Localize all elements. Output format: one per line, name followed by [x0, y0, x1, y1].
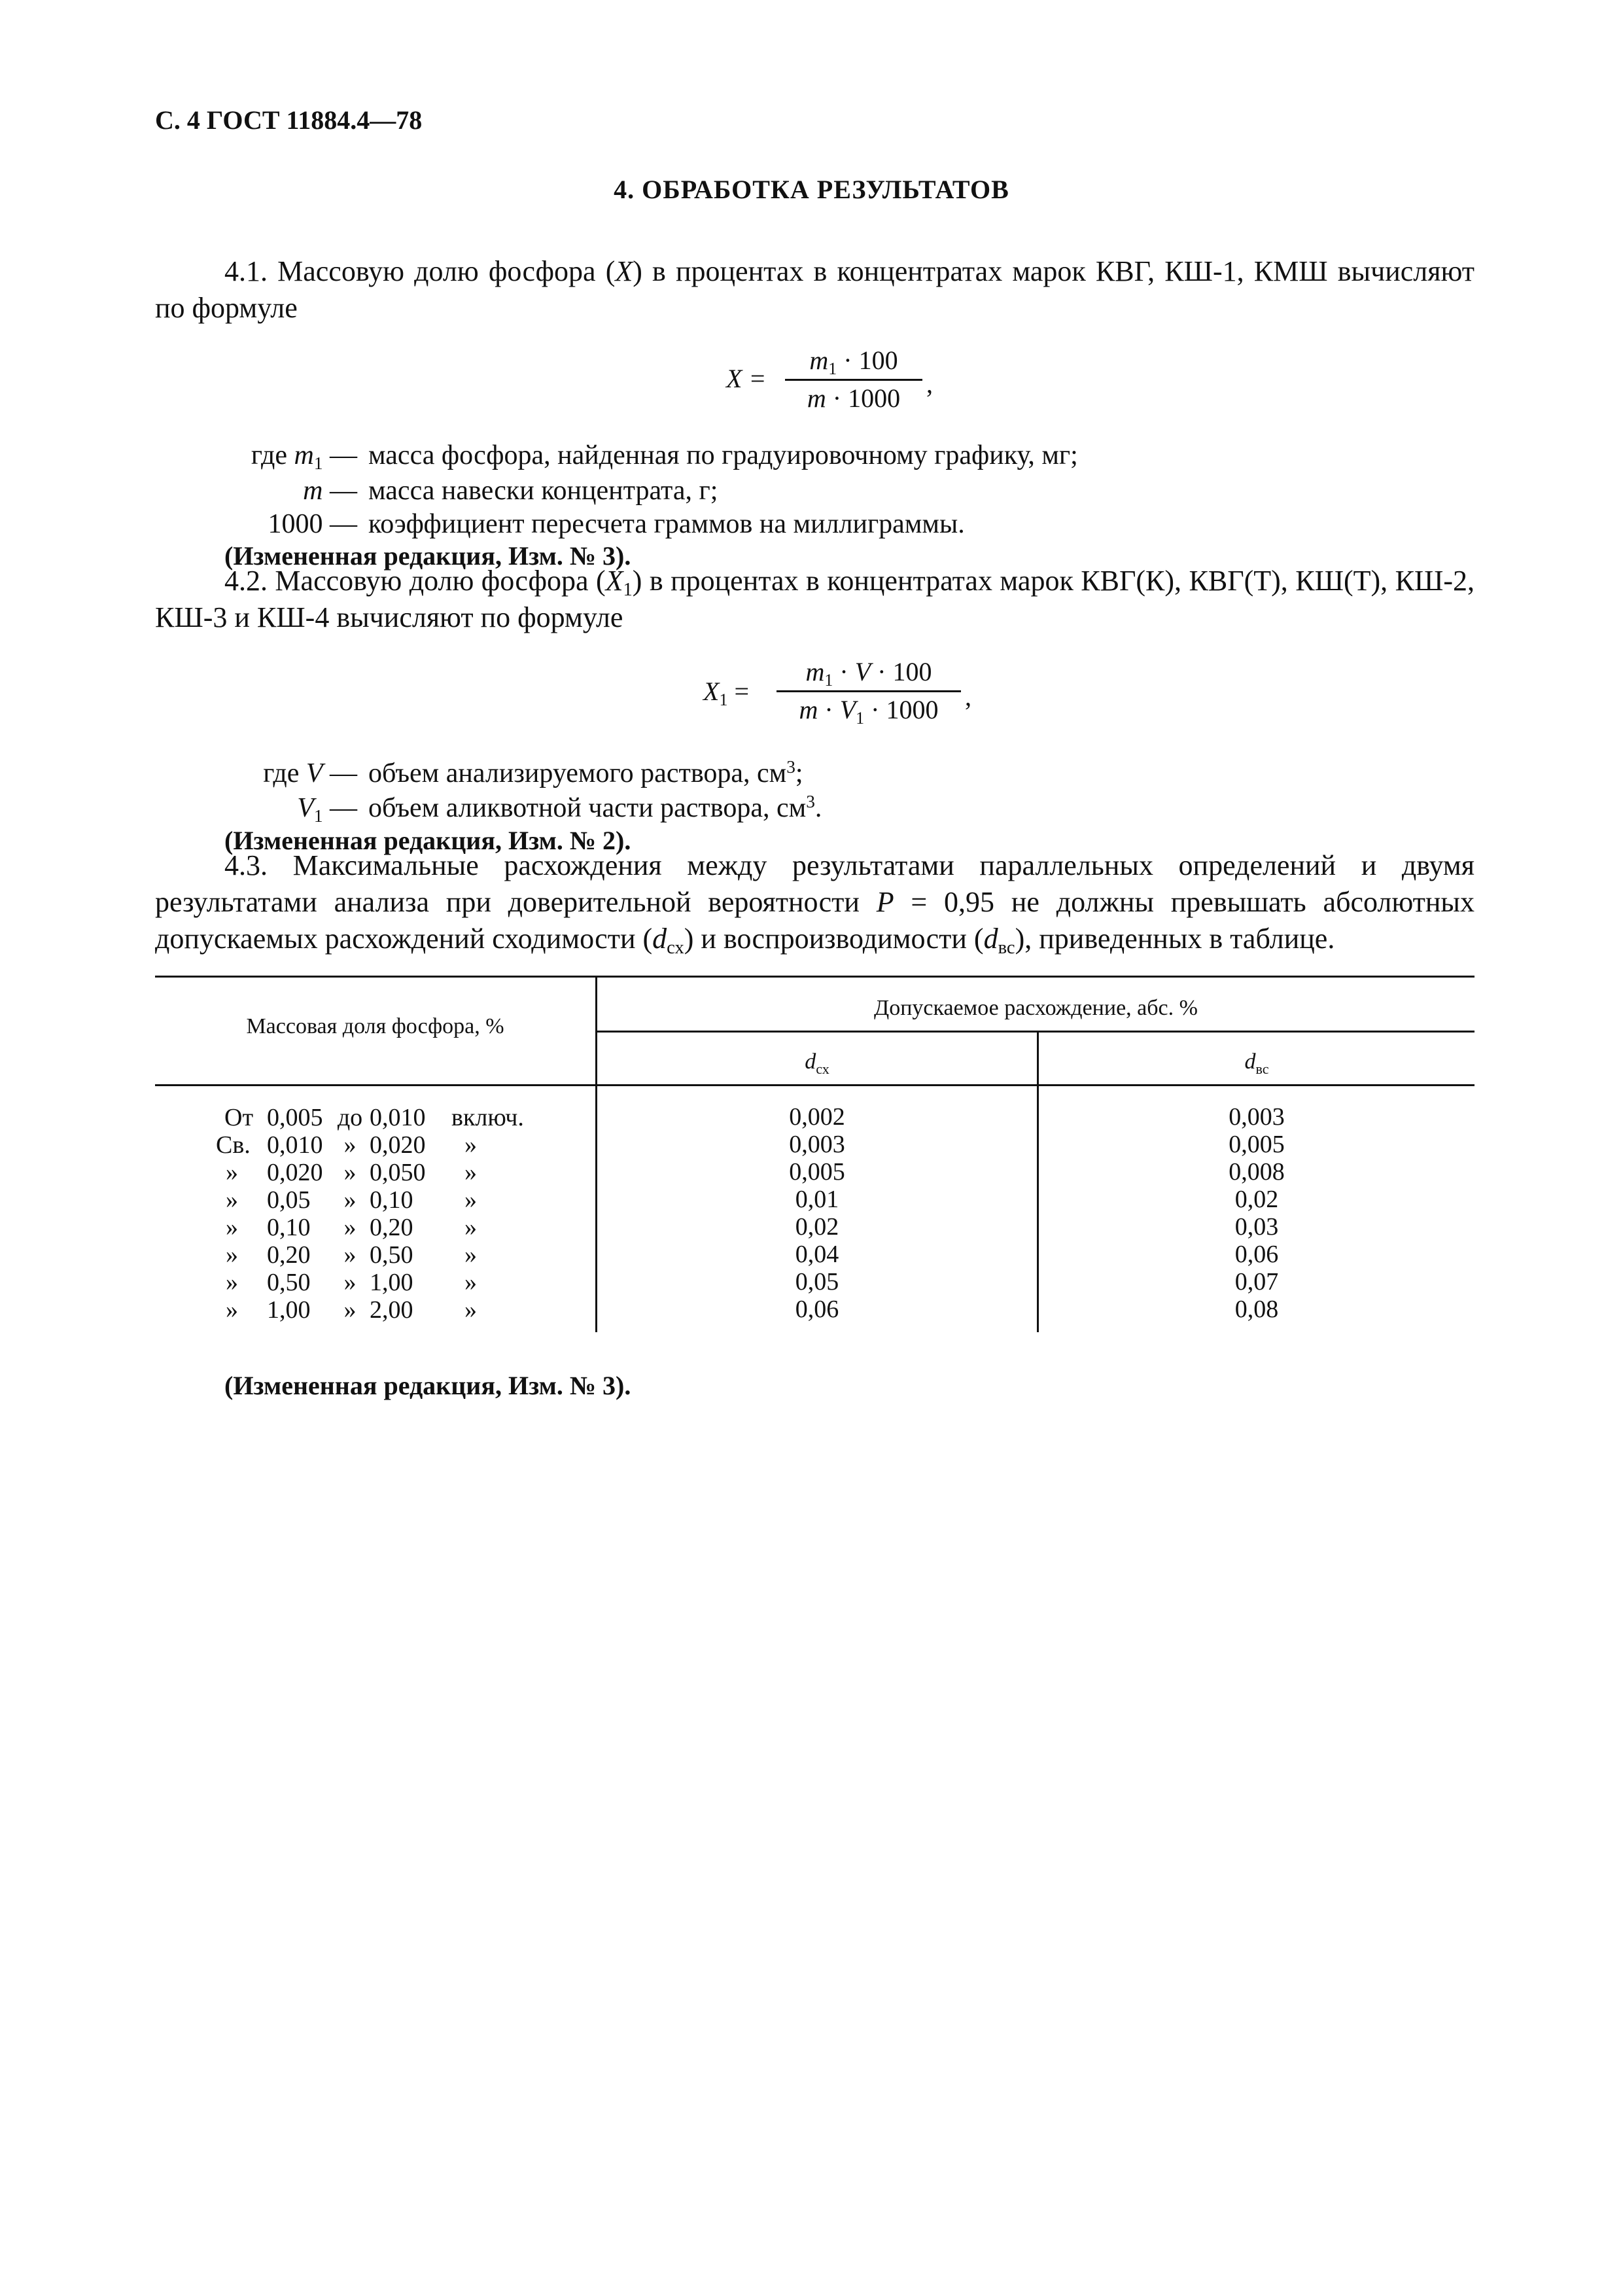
cell-dvc: 0,005: [1229, 1131, 1285, 1158]
table-header-mid-rule: [595, 1031, 1475, 1033]
formula-lhs: X =: [726, 364, 767, 393]
cell-dcx: 0,05: [795, 1268, 839, 1296]
paragraph-4-3: 4.3. Максимальные расхождения между результатами параллельных определений и двумя результатами анализа при доверительной вероятности P = 0,95 не должны превышать абсолютных допускаемых расхождений сходимости $(d_{сх})$ и воспроизводимости $(d_{вс})$, приведенных в таблице.: [155, 849, 1475, 958]
legend-row: где $m_1$ — масса фосфора, найденная по градуировочному графику, мг;: [251, 440, 1078, 473]
range-end: »: [464, 1131, 477, 1159]
range-mid: »: [343, 1131, 357, 1159]
table-row: [0, 1268, 1623, 1296]
cell-dcx: 0,01: [795, 1186, 839, 1213]
column-header-allowed-discrepancy: Допускаемое расхождение, абс. %: [874, 996, 1198, 1020]
cell-dcx: 0,06: [795, 1296, 839, 1323]
paragraph-number: 4.3.: [224, 849, 268, 881]
numerator: $m_1 \cdot 100$: [809, 345, 898, 378]
range-end: »: [464, 1269, 477, 1296]
range-low: 0,020: [267, 1159, 323, 1186]
table-row: [0, 1158, 1623, 1186]
cell-dvc: 0,003: [1229, 1103, 1285, 1131]
range-end: »: [464, 1214, 477, 1241]
range-prefix: »: [226, 1241, 238, 1269]
range-high: 0,10: [370, 1186, 413, 1214]
range-mid: »: [343, 1241, 357, 1269]
var-x: X: [615, 255, 633, 287]
cell-dvc: 0,08: [1234, 1296, 1279, 1323]
paragraph-number: 4.2.: [224, 565, 268, 597]
page-header: С. 4 ГОСТ 11884.4—78: [155, 105, 423, 135]
section-title: 4. ОБРАБОТКА РЕЗУЛЬТАТОВ: [614, 175, 1009, 204]
formula-lhs: $X_1$ =: [703, 677, 749, 709]
amendment-note: (Измененная редакция, Изм. № 3).: [224, 1371, 631, 1400]
range-low: 0,005: [267, 1104, 323, 1131]
range-end: »: [464, 1241, 477, 1269]
range-high: 0,20: [370, 1214, 413, 1241]
range-prefix: От: [224, 1104, 254, 1131]
range-prefix: »: [226, 1186, 238, 1214]
table-top-rule: [155, 976, 1475, 978]
range-high: 0,50: [370, 1241, 413, 1269]
column-header-mass-fraction: Массовая доля фосфора, %: [246, 1014, 504, 1038]
range-high: 0,020: [370, 1131, 426, 1159]
range-prefix: »: [226, 1296, 238, 1324]
table-row: [0, 1241, 1623, 1268]
range-prefix: »: [226, 1214, 238, 1241]
range-low: 0,20: [267, 1241, 311, 1269]
table-row: [0, 1131, 1623, 1158]
table-row: [0, 1213, 1623, 1241]
legend-row: m — масса навески концентрата, г;: [303, 476, 718, 506]
legend-row: где V — объем анализируемого раствора, $см^3$;: [263, 757, 803, 788]
table-header-bottom-rule: [155, 1084, 1475, 1086]
cell-dcx: 0,005: [789, 1158, 845, 1186]
cell-dvc: 0,008: [1229, 1158, 1285, 1186]
subheader-dvc: $d_{вс}$: [1244, 1050, 1269, 1077]
range-mid: »: [343, 1186, 357, 1214]
range-prefix: Св.: [216, 1131, 251, 1159]
cell-dvc: 0,07: [1234, 1268, 1279, 1296]
legend-row: 1000 — коэффициент пересчета граммов на миллиграммы.: [268, 509, 965, 539]
range-end: »: [464, 1159, 477, 1186]
table-row: [0, 1103, 1623, 1131]
cell-dvc: 0,03: [1234, 1213, 1279, 1241]
cell-dvc: 0,02: [1234, 1186, 1279, 1213]
range-mid: до: [337, 1104, 363, 1131]
range-low: 1,00: [267, 1296, 311, 1324]
range-high: 0,050: [370, 1159, 426, 1186]
cell-dcx: 0,04: [795, 1241, 839, 1268]
range-mid: »: [343, 1159, 357, 1186]
formula-comma: ,: [965, 682, 971, 711]
range-end: »: [464, 1186, 477, 1214]
range-mid: »: [343, 1214, 357, 1241]
range-high: 2,00: [370, 1296, 413, 1324]
cell-dcx: 0,003: [789, 1131, 845, 1158]
range-mid: »: [343, 1296, 357, 1324]
table-row: [0, 1186, 1623, 1213]
range-mid: »: [343, 1269, 357, 1296]
range-low: 0,05: [267, 1186, 311, 1214]
formula-comma: ,: [926, 369, 933, 398]
denominator: $m \cdot V_1 \cdot 1000$: [799, 695, 939, 728]
paragraph-number: 4.1.: [224, 255, 268, 287]
numerator: $m_1 \cdot V \cdot 100$: [805, 657, 932, 690]
table-row: [0, 1296, 1623, 1323]
denominator: m · 1000: [807, 383, 901, 413]
cell-dcx: 0,02: [795, 1213, 839, 1241]
paragraph-4-1: 4.1. Массовую долю фосфора (X) в процентах в концентратах марок КВГ, КШ-1, КМШ вычисляют по формуле: [155, 255, 1475, 324]
range-high: 1,00: [370, 1269, 413, 1296]
range-low: 0,50: [267, 1269, 311, 1296]
cell-dvc: 0,06: [1234, 1241, 1279, 1268]
range-end: включ.: [451, 1104, 524, 1131]
range-low: 0,010: [267, 1131, 323, 1159]
paragraph-4-2: 4.2. Массовую долю фосфора $(X_1)$ в процентах в концентратах марок КВГ(К), КВГ(Т), КШ(Т), КШ-2, КШ-3 и КШ-4 вычисляют по формуле: [155, 565, 1475, 633]
range-low: 0,10: [267, 1214, 311, 1241]
legend-row: $V_1$ — объем аликвотной части раствора, $см^3$.: [297, 792, 822, 826]
cell-dcx: 0,002: [789, 1103, 845, 1131]
range-prefix: »: [226, 1159, 238, 1186]
range-high: 0,010: [370, 1104, 426, 1131]
range-end: »: [464, 1296, 477, 1324]
range-prefix: »: [226, 1269, 238, 1296]
amendment-note: (Измененная редакция, Изм. № 3).: [224, 541, 631, 571]
amendment-note: (Измененная редакция, Изм. № 2).: [224, 826, 631, 855]
subheader-dcx: $d_{сх}$: [805, 1050, 829, 1077]
